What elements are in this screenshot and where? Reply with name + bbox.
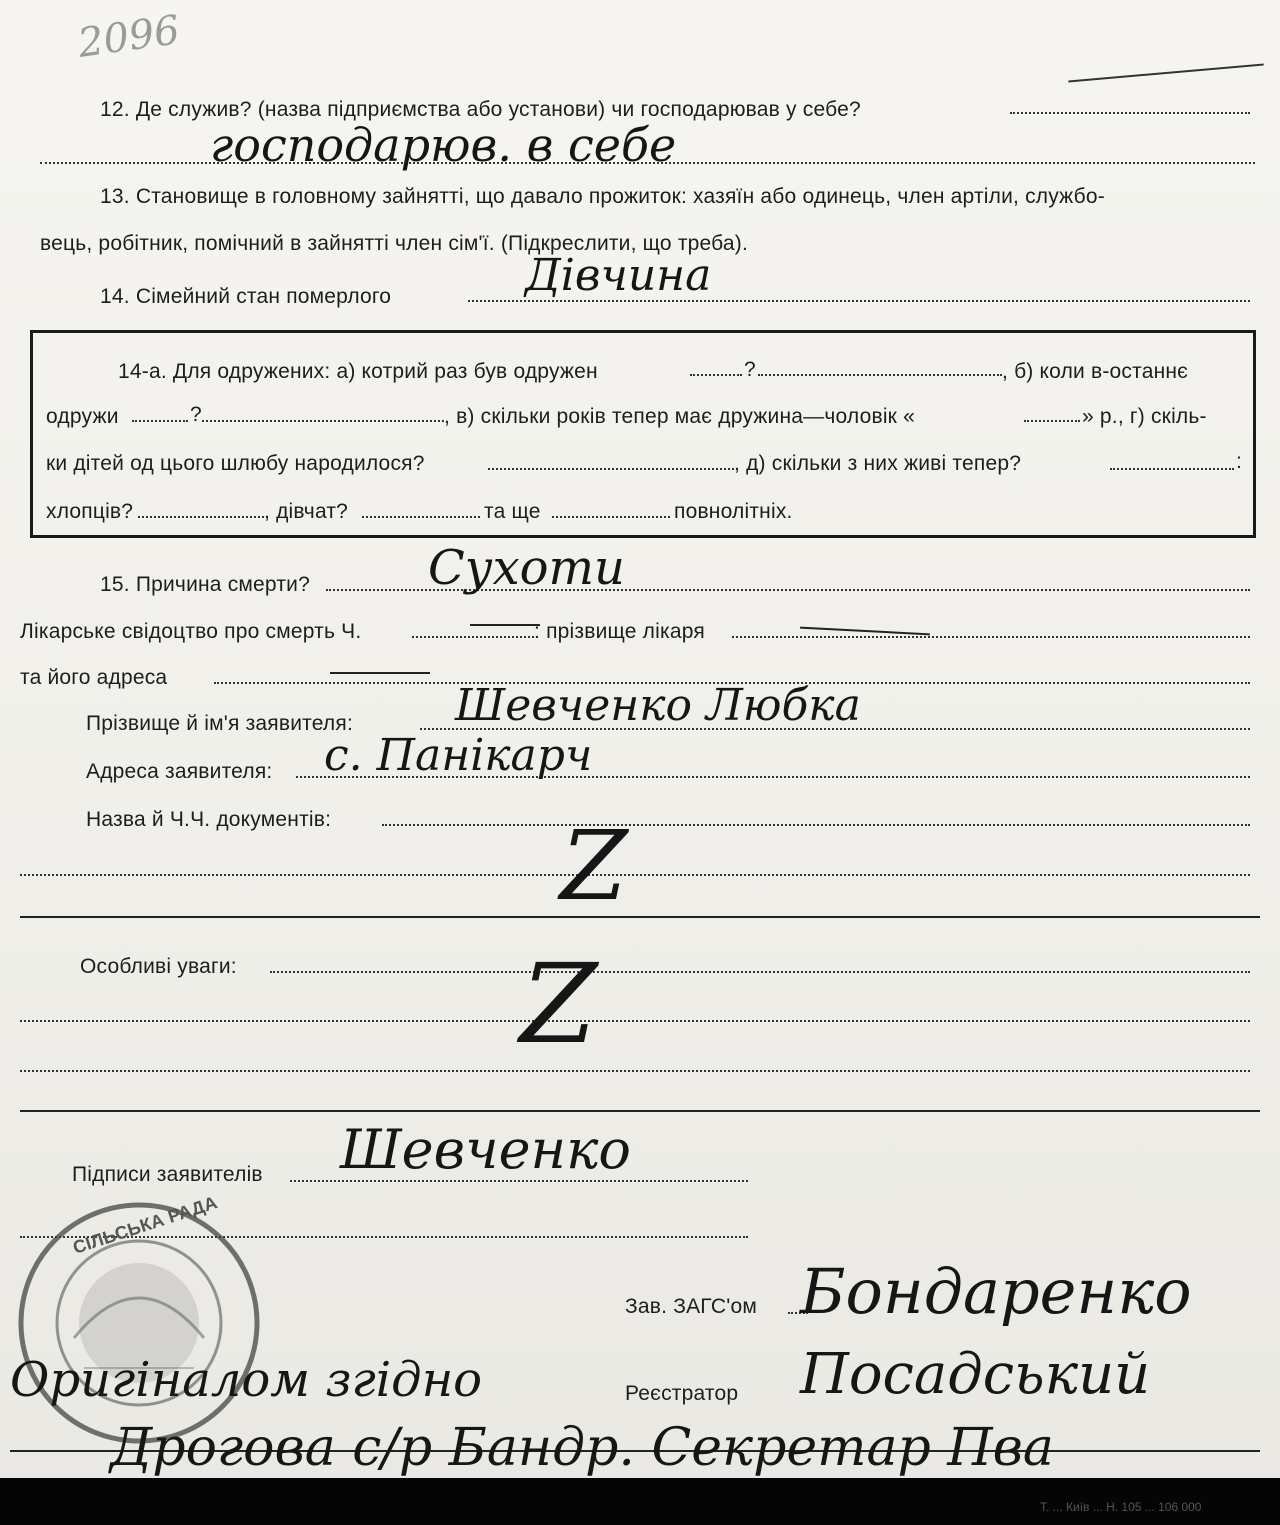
doctor-label: : прізвище лікаря (534, 620, 705, 643)
q14a-l1-dots1 (690, 374, 742, 376)
doctor-dash-mark (800, 627, 930, 636)
documents-rule (20, 916, 1260, 918)
documents-dots (382, 824, 1250, 826)
q14a-l1a: 14-а. Для одружених: а) котрий раз був одружен (118, 360, 598, 383)
address-dash-mark (330, 672, 430, 674)
footer-print-info: Т. ... Київ ... Н. 105 ... 106 000 (1040, 1500, 1202, 1514)
q14a-l2c: , в) скільки років тепер має дружина—чоловік « (444, 405, 915, 428)
q14a-l4-dots2 (362, 516, 480, 518)
q15-answer: Сухоти (428, 540, 625, 596)
signatures-answer: Шевченко (340, 1118, 631, 1181)
registrar-signature: Посадський (800, 1342, 1151, 1407)
q12-answer: господарюв. в себе (210, 118, 677, 172)
q14a-l2d: » р., г) скіль- (1082, 405, 1207, 428)
q14a-l3a: ки дітей од цього шлюбу народилося? (46, 452, 425, 475)
q14a-l4c: та ще (484, 500, 541, 523)
zags-head-signature: Бондаренко (800, 1255, 1192, 1328)
q14a-l1b: ? (744, 358, 756, 381)
q14-label: 14. Сімейний стан померлого (100, 285, 392, 308)
q14a-l3-dots2 (1110, 468, 1234, 470)
certificate-dash-mark (470, 624, 540, 626)
q12-dotted-line (1010, 112, 1250, 114)
q13-line2: вець, робітник, помічний в зайнятті член сім'ї. (Підкреслити, що треба). (40, 232, 749, 255)
archive-number: 2096 (75, 7, 183, 67)
q14-answer: Дівчина (525, 250, 712, 301)
q14a-l2-dots3 (1024, 420, 1080, 422)
q14a-l2-dots2 (202, 420, 444, 422)
top-right-rule (1068, 63, 1263, 82)
remarks-dots (270, 971, 1250, 973)
q15-label: 15. Причина смерти? (100, 573, 310, 596)
remarks-answer: Z (506, 940, 611, 1068)
documents-answer: Z (548, 810, 639, 922)
q14a-l4-dots3 (552, 516, 670, 518)
signatures-label: Підписи заявителів (72, 1163, 263, 1186)
q14a-l4b: , дівчат? (264, 500, 349, 523)
q14a-l3b: , д) скільки з них живі тепер? (734, 452, 1022, 475)
applicant-name-answer: Шевченко Любка (455, 680, 861, 731)
q12-label: 12. Де служив? (назва підприємства або установи) чи господарював у себе? (100, 98, 861, 121)
remarks-dots-3 (20, 1070, 1250, 1072)
annotation-secretary: Дрогова с/р Бандр. Секретар Пва (110, 1418, 1054, 1478)
remarks-rule (20, 1110, 1260, 1112)
remarks-label: Особливі уваги: (80, 955, 237, 978)
q14a-l1-dots2 (758, 374, 1002, 376)
q14a-l2a: одружи (46, 405, 119, 428)
documents-label: Назва й Ч.Ч. документів: (86, 808, 332, 831)
q14a-l3c: : (1236, 450, 1243, 473)
q13-line1: 13. Становище в головному зайнятті, що давало прожиток: хазяїн або одинець, член артіли, службо- (100, 185, 1105, 208)
q14a-l3-dots1 (488, 468, 734, 470)
registrar-label: Реєстратор (625, 1382, 739, 1405)
documents-dots-2 (20, 874, 1250, 876)
applicant-address-answer: с. Панікарч (324, 730, 593, 781)
q14a-l4d: повнолітніх. (674, 500, 793, 523)
address-label: та його адреса (20, 666, 168, 689)
certificate-label: Лікарське свідоцтво про смерть Ч. (20, 620, 362, 643)
applicant-name-label: Прізвище й ім'я заявителя: (86, 712, 353, 735)
q14a-l2-dots1 (132, 420, 188, 422)
remarks-dots-2 (20, 1020, 1250, 1022)
q14a-l1c: , б) коли в-останнє (1002, 360, 1189, 383)
applicant-address-label: Адреса заявителя: (86, 760, 273, 783)
doctor-dots (732, 636, 1250, 638)
annotation-original: Оригіналом згідно (10, 1352, 483, 1408)
certificate-dots (412, 636, 534, 638)
q14a-l4-dots1 (138, 516, 264, 518)
stamp-text: СІЛЬСЬКА РАДА (70, 1192, 220, 1258)
zags-head-label: Зав. ЗАГС'ом (625, 1295, 757, 1318)
q14a-l2b: ? (190, 403, 202, 426)
q14a-l4a: хлопців? (46, 500, 134, 523)
